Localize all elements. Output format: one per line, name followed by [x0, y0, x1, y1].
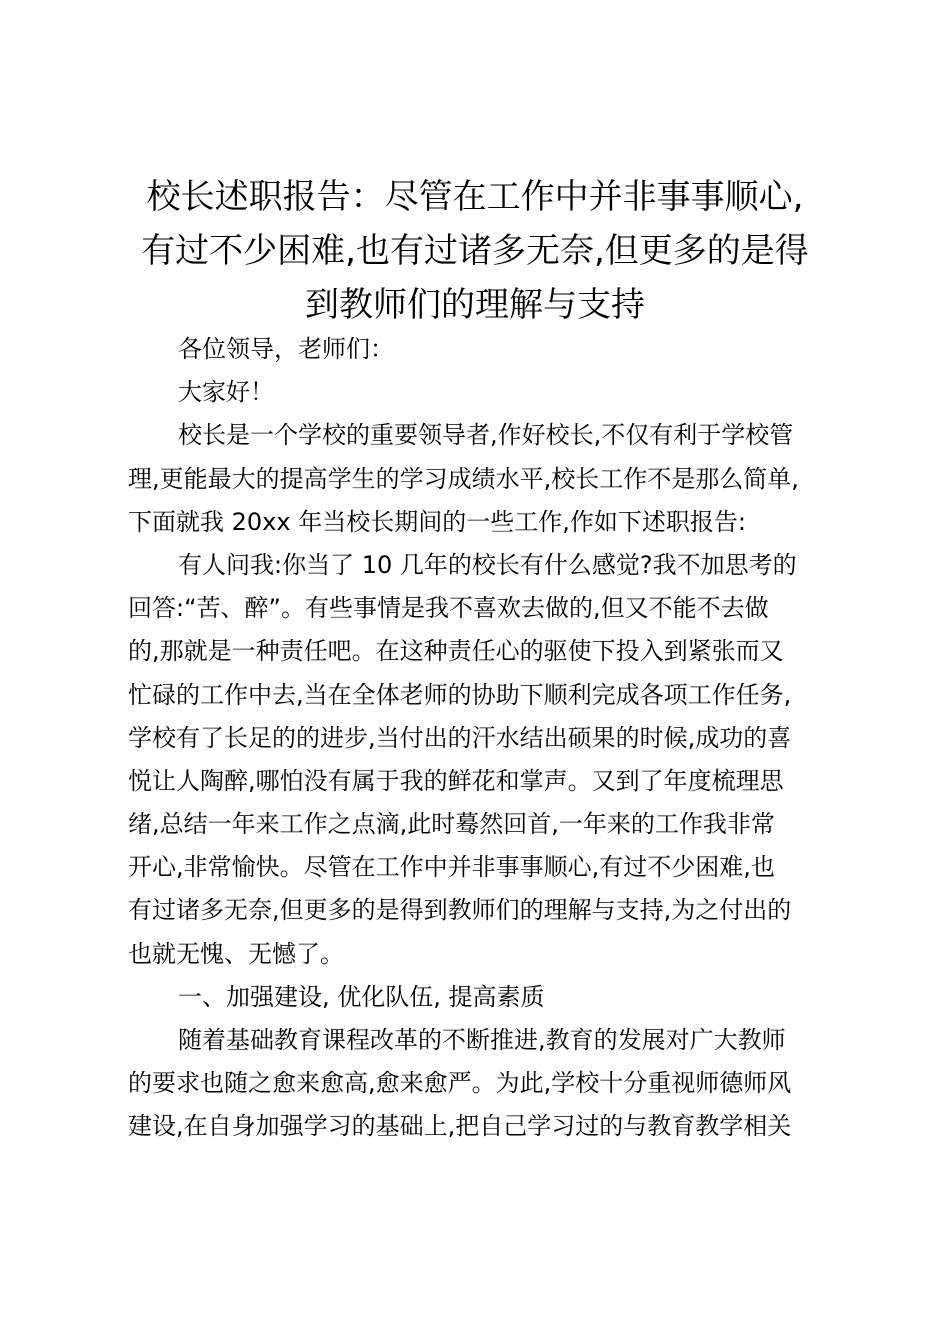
text-line: 开心,非常愉快。尽管在工作中并非事事顺心,有过不少困难,也: [128, 853, 775, 882]
title-line: 有过不少困难,也有过诸多无奈,但更多的是得: [141, 231, 809, 271]
paragraph-1: [128, 414, 834, 544]
text-line: 的要求也随之愈来愈高,愈来愈严。为此,学校十分重视师德师风: [128, 1069, 792, 1098]
title-line: 校长述职报告：尽管在工作中并非事事顺心,: [146, 177, 804, 217]
text-line: 忙碌的工作中去,当在全体老师的协助下顺利完成各项工作任务,: [128, 680, 792, 709]
paragraph-3: [128, 1019, 834, 1149]
greeting: 各位领导，老师们：: [178, 335, 394, 363]
text-line: 理,更能最大的提高学生的学习成绩水平,校长工作不是那么简单,: [128, 464, 799, 493]
paragraph-2: [128, 544, 834, 976]
text-line: 校长是一个学校的重要领导者,作好校长,不仅有利于学校管: [178, 421, 794, 450]
text-line: 也就无愧、无憾了。: [128, 939, 344, 968]
text-line: 学校有了长足的的进步,当付出的汗水结出硕果的时候,成功的喜: [128, 723, 792, 752]
text-line: 悦让人陶醉,哪怕没有属于我的鲜花和掌声。又到了年度梳理思: [128, 766, 784, 795]
section-heading-text: 一、加强建设, 优化队伍, 提高素质: [178, 982, 545, 1011]
text-line: 建设,在自身加强学习的基础上,把自己学习过的与教育教学相关: [128, 1112, 792, 1141]
hello: 大家好！: [178, 378, 274, 407]
text-line: 绪,总结一年来工作之点滴,此时蓦然回首,一年来的工作我非常: [128, 810, 775, 839]
section-heading: [128, 976, 834, 1019]
title-line: 到教师们的理解与支持: [305, 285, 645, 325]
document-title: [110, 170, 840, 332]
document-body: [128, 328, 834, 1149]
text-line: 有过诸多无奈,但更多的是得到教师们的理解与支持,为之付出的: [128, 896, 792, 925]
text-line: 随着基础教育课程改革的不断推进,教育的发展对广大教师: [178, 1026, 786, 1054]
text-line: 的,那就是一种责任吧。在这种责任心的驱使下投入到紧张而又: [128, 637, 784, 666]
text-line: 下面就我 20xx 年当校长期间的一些工作,作如下述职报告:: [128, 507, 746, 536]
text-line: 回答:“苦、醉”。有些事情是我不喜欢去做的,但又不能不去做: [128, 594, 769, 623]
text-line: 有人问我:你当了 10 几年的校长有什么感觉?我不加思考的: [178, 550, 797, 579]
